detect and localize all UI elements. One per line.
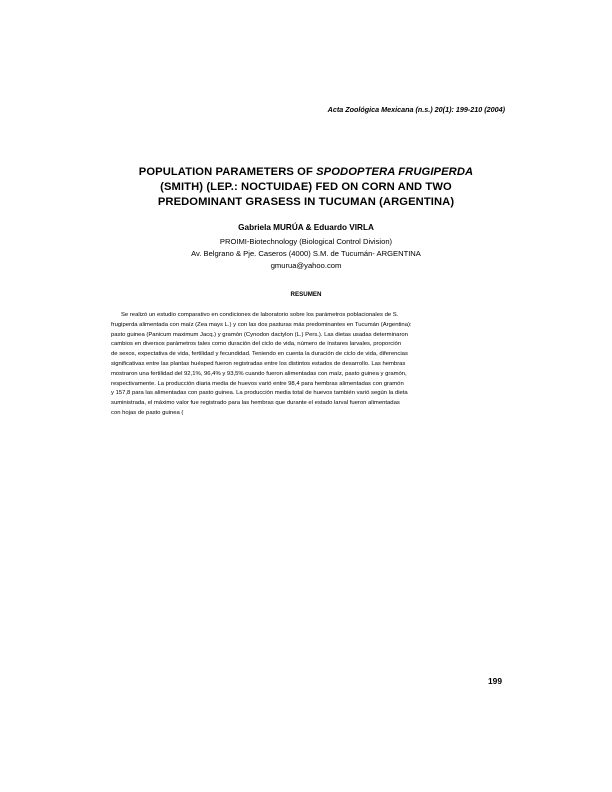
abstract-heading: RESUMEN <box>290 291 322 298</box>
title-prefix: POPULATION PARAMETERS OF <box>138 166 317 178</box>
abstract-line: y 157,8 para las alimentadas con pasto guinea. La producción media total de huevos también varió según la dieta <box>111 390 408 397</box>
title-line-1 <box>110 165 502 180</box>
title-line-2: (SMITH) (LEP.: NOCTUIDAE) FED ON CORN AND TWO <box>160 181 452 193</box>
abstract-line: suministrada, el máximo valor fue registrado para las hembras que durante el estado larval fueron alimentadas <box>111 400 400 407</box>
abstract-line: mostraron una fertilidad del 92,1%, 96,4% y 93,5% cuando fueron alimentadas con maíz, pasto guinea y gramón, <box>111 370 407 377</box>
abstract-line: con hojas de pasto guinea ( <box>111 409 184 416</box>
affiliation-email: gmurua@yahoo.com <box>270 261 342 270</box>
affiliation-line-2: Av. Belgrano & Pje. Caseros (4000) S.M. de Tucumán- ARGENTINA <box>191 249 421 258</box>
journal-citation: Acta Zoológica Mexicana (n.s.) 20(1): 199-210 (2004) <box>327 105 505 114</box>
abstract-line: pasto guinea (Panicum maximum Jacq.) y gramón (Cynodon dactylon (L.) Pers.). Las dietas usadas determinaron <box>111 331 408 338</box>
affiliation-line-1: PROIMI-Biotechnology (Biological Control Division) <box>219 237 393 246</box>
page-number: 199 <box>488 676 502 686</box>
abstract-line: respectivamente. La producción diaria media de huevos varió entre 98,4 para hembras alimentadas con gramón <box>111 380 404 387</box>
abstract-line: significativas entre las plantas huésped fueron registradas entre los distintos estados de desarrollo. Las hembras <box>111 360 406 367</box>
abstract-line: cambios en diversos parámetros tales como duración del ciclo de vida, número de ínstares larvales, proporción <box>111 341 402 348</box>
abstract-body <box>111 311 503 419</box>
title-line-3: PREDOMINANT GRASESS IN TUCUMAN (ARGENTINA) <box>157 196 455 208</box>
abstract-line: Se realizó un estudio comparativo en condiciones de laboratorio sobre los parámetros poblacionales de S. <box>121 312 399 318</box>
title-species: SPODOPTERA FRUGIPERDA <box>316 166 474 178</box>
paper-title <box>110 165 502 210</box>
abstract-line: frugiperda alimentada con maíz (Zea mays L.) y con las dos pasturas más predominantes en Tucumán (Argentina): <box>111 321 412 328</box>
affiliation <box>110 236 502 272</box>
abstract-line: de sexos, expectativa de vida, fertilidad y fecundidad. Teniendo en cuenta la duración de ciclo de vida, diferencias <box>111 351 408 358</box>
authors: Gabriela MURÚA & Eduardo VIRLA <box>238 223 374 232</box>
